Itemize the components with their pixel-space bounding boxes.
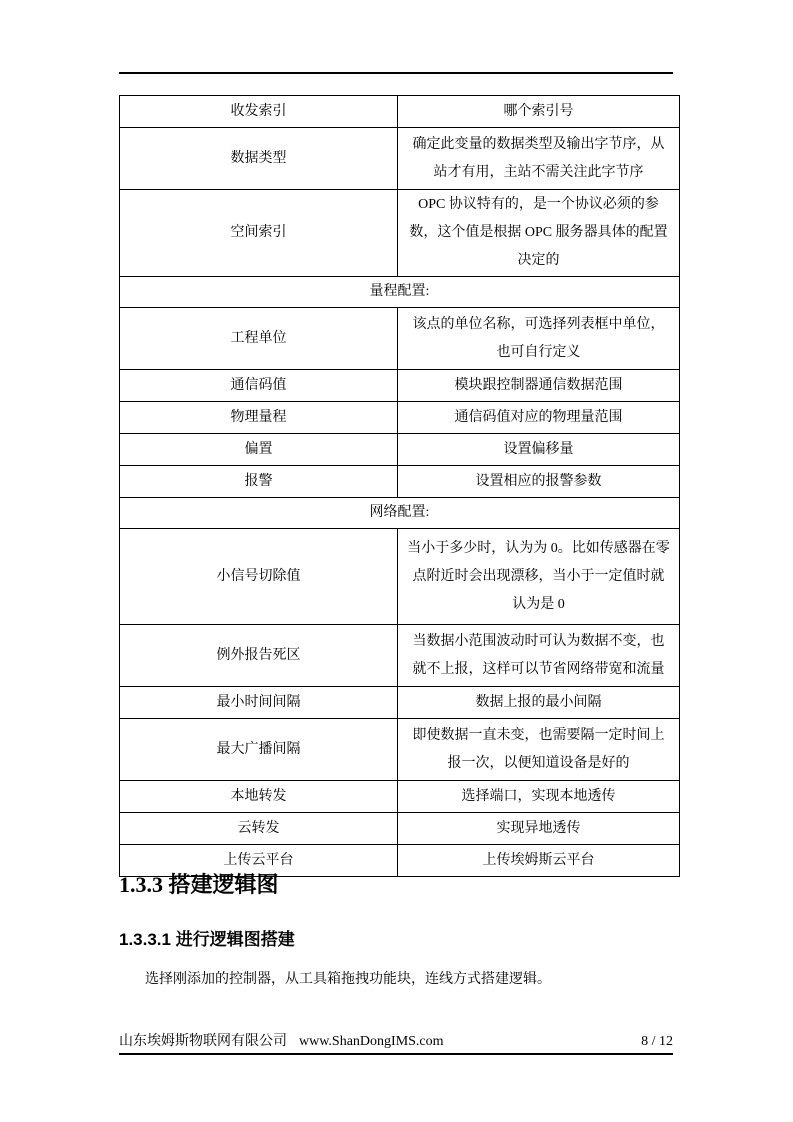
param-name-cell: 上传云平台 [120,845,398,877]
param-name-cell: 最大广播间隔 [120,719,398,781]
table-row [120,781,680,813]
table-row [120,529,680,625]
section-heading: 1.3.3 搭建逻辑图 [119,872,279,897]
footer-website: www.ShanDongIMS.com [299,1034,444,1049]
param-desc-cell: 确定此变量的数据类型及输出字节序，从站才有用，主站不需关注此字节序 [398,128,680,190]
param-desc-cell: OPC 协议特有的，是一个协议必须的参数，这个值是根据 OPC 服务器具体的配置决定的 [398,190,680,277]
table-row [120,434,680,466]
param-name-cell: 本地转发 [120,781,398,813]
param-name-cell: 工程单位 [120,308,398,370]
table-row [120,308,680,370]
param-desc-cell: 上传埃姆斯云平台 [398,845,680,877]
table-row [120,190,680,277]
param-desc-cell: 设置偏移量 [398,434,680,466]
table-row [120,370,680,402]
param-name-cell: 收发索引 [120,96,398,128]
page-footer [119,1033,673,1051]
subsection-heading: 1.3.3.1 进行逻辑图搭建 [119,930,295,949]
param-desc-cell: 当小于多少时，认为为 0。比如传感器在零点附近时会出现漂移，当小于一定值时就认为是 0 [398,529,680,625]
footer-page-number: 8 / 12 [641,1034,673,1049]
param-desc-cell: 模块跟控制器通信数据范围 [398,370,680,402]
param-desc-cell: 哪个索引号 [398,96,680,128]
param-name-cell: 数据类型 [120,128,398,190]
table-row [120,625,680,687]
param-desc-cell: 即使数据一直未变，也需要隔一定时间上报一次，以便知道设备是好的 [398,719,680,781]
table-section-row [120,498,680,529]
param-name-cell: 报警 [120,466,398,498]
parameter-table [119,95,680,877]
table-section-row [120,277,680,308]
table-row [120,466,680,498]
param-name-cell: 云转发 [120,813,398,845]
param-desc-cell: 数据上报的最小间隔 [398,687,680,719]
param-name-cell: 偏置 [120,434,398,466]
table-row [120,813,680,845]
table-row [120,719,680,781]
param-desc-cell: 该点的单位名称，可选择列表框中单位，也可自行定义 [398,308,680,370]
param-name-cell: 最小时间间隔 [120,687,398,719]
param-name-cell: 通信码值 [120,370,398,402]
section-label-cell: 量程配置: [120,277,680,308]
header-rule [119,72,673,74]
footer-rule [119,1053,673,1055]
param-desc-cell: 当数据小范围波动时可认为数据不变，也就不上报，这样可以节省网络带宽和流量 [398,625,680,687]
param-desc-cell: 通信码值对应的物理量范围 [398,402,680,434]
table-row [120,128,680,190]
param-name-cell: 例外报告死区 [120,625,398,687]
param-desc-cell: 选择端口，实现本地透传 [398,781,680,813]
table-row [120,687,680,719]
param-desc-cell: 实现异地透传 [398,813,680,845]
param-desc-cell: 设置相应的报警参数 [398,466,680,498]
param-name-cell: 小信号切除值 [120,529,398,625]
footer-company: 山东埃姆斯物联网有限公司 [119,1034,287,1049]
table-row [120,96,680,128]
body-paragraph: 选择刚添加的控制器，从工具箱拖拽功能块，连线方式搭建逻辑。 [145,972,551,987]
table-row [120,402,680,434]
param-name-cell: 空间索引 [120,190,398,277]
section-label-cell: 网络配置: [120,498,680,529]
param-name-cell: 物理量程 [120,402,398,434]
